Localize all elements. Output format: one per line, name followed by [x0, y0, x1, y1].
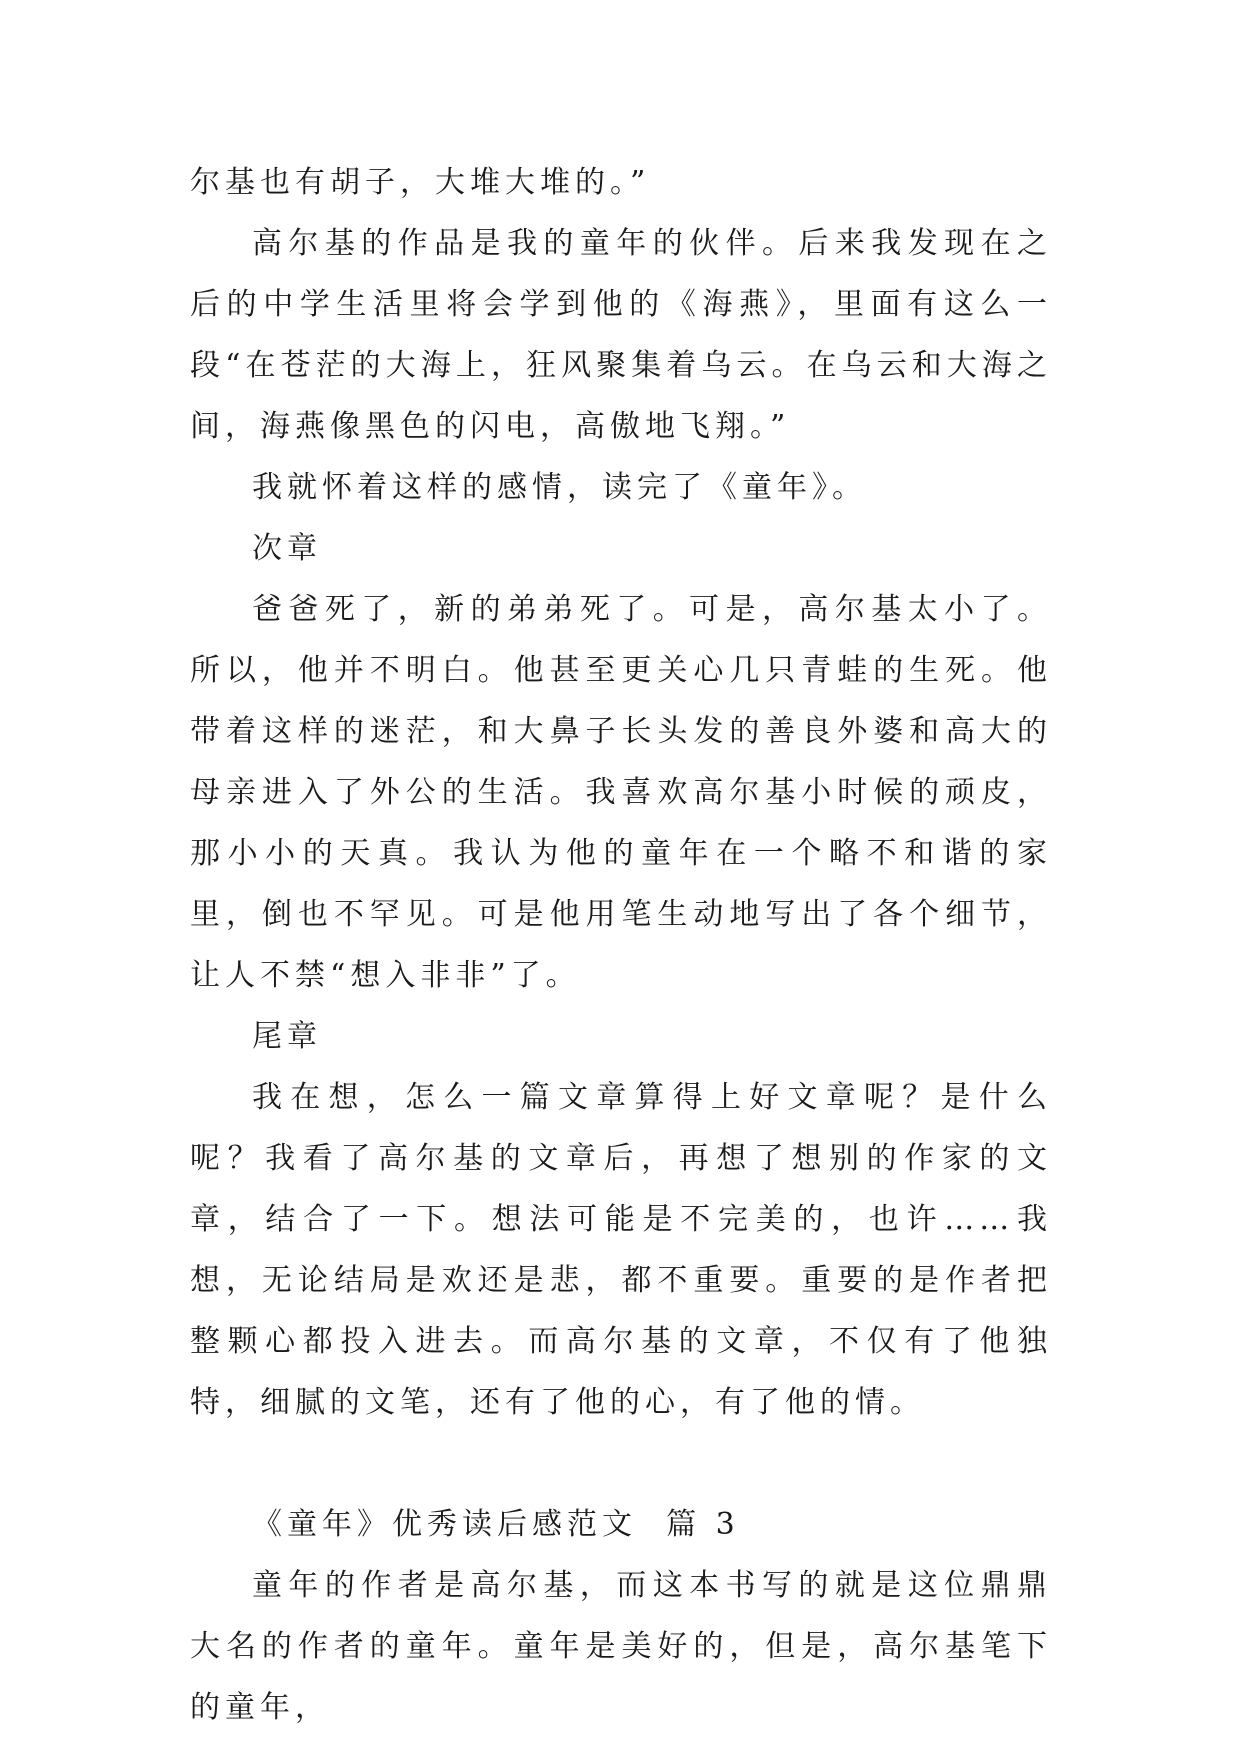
blank-line	[190, 1433, 1052, 1494]
paragraph: 爸爸死了，新的弟弟死了。可是，高尔基太小了。所以，他并不明白。他甚至更关心几只青蛙的生死。他带着这样的迷茫，和大鼻子长头发的善良外婆和高大的母亲进入了外公的生活。我喜欢高尔基小时候的顽皮，那小小的天真。我认为他的童年在一个略不和谐的家里，倒也不罕见。可是他用笔生动地写出了各个细节，让人不禁“想入非非”了。	[190, 592, 1052, 993]
section-heading: 尾章	[252, 1019, 322, 1054]
section-heading: 次章	[252, 531, 322, 566]
paragraph: 童年的作者是高尔基，而这本书写的就是这位鼎鼎大名的作者的童年。童年是美好的，但是，高尔基笔下的童年，	[190, 1568, 1052, 1725]
paragraph: 高尔基的作品是我的童年的伙伴。后来我发现在之后的中学生活里将会学到他的《海燕》，里面有这么一段“在苍茫的大海上，狂风聚集着乌云。在乌云和大海之间，海燕像黑色的闪电，高傲地飞翔。”	[190, 226, 1052, 444]
document-body	[190, 152, 1052, 1738]
paragraph: 我就怀着这样的感情，读完了《童年》。	[252, 470, 867, 505]
paragraph: 我在想，怎么一篇文章算得上好文章呢？是什么呢？我看了高尔基的文章后，再想了想别的作家的文章，结合了一下。想法可能是不完美的，也许……我想，无论结局是欢还是悲，都不重要。重要的是作者把整颗心都投入进去。而高尔基的文章，不仅有了他独特，细腻的文笔，还有了他的心，有了他的情。	[190, 1080, 1052, 1420]
article-title: 《童年》优秀读后感范文 篇 3	[252, 1507, 740, 1542]
paragraph: 尔基也有胡子，大堆大堆的。”	[190, 165, 651, 200]
